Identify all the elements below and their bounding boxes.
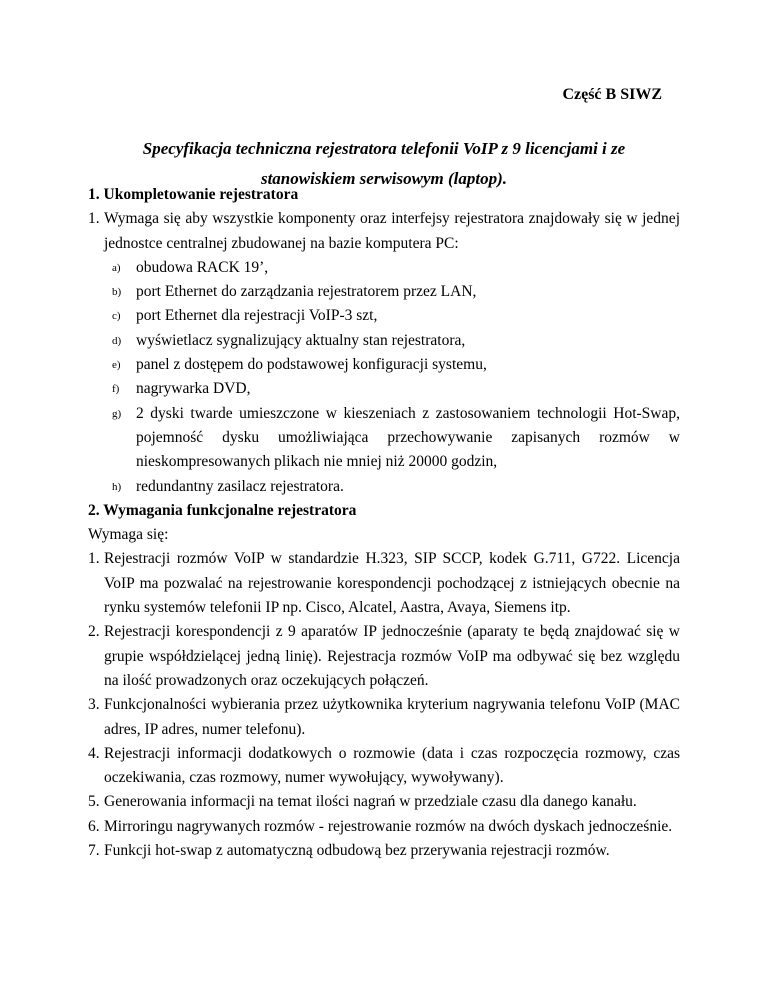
item-number: 3. (88, 696, 100, 714)
section-1-heading: 1. Ukompletowanie rejestratora (88, 186, 299, 203)
item-text: Funkcji hot-swap z automatyczną odbudową bez przerywania rejestracji rozmów. (104, 842, 610, 860)
list-letter: b) (112, 286, 122, 299)
item-text: Wymaga się aby wszystkie komponenty oraz interfejsy rejestratora znajdowały się w jednej jednostce centralnej zbudowanej na bazie komputera PC: (104, 210, 680, 252)
list-text: obudowa RACK 19’, (136, 258, 269, 276)
list-item (112, 329, 680, 353)
item-number: 6. (88, 817, 100, 835)
list-text: port Ethernet dla rejestracji VoIP-3 szt, (136, 307, 378, 325)
item-number: 2. (88, 623, 100, 641)
list-item (112, 353, 680, 377)
list-item (88, 742, 680, 791)
list-item (88, 790, 680, 814)
document-title-line-1: Specyfikacja techniczna rejestratora telefonii VoIP z 9 licencjami i ze (142, 139, 626, 158)
item-number: 7. (88, 842, 100, 860)
component-list (112, 256, 680, 499)
document-title-line-2: stanowiskiem serwisowym (laptop). (260, 169, 508, 188)
list-letter: c) (112, 310, 121, 323)
list-item (112, 402, 680, 475)
item-number: 5. (88, 793, 100, 811)
item-number: 4. (88, 744, 100, 762)
item-text: Mirroringu nagrywanych rozmów - rejestrowanie rozmów na dwóch dyskach jednocześnie. (104, 817, 673, 835)
list-letter: a) (112, 261, 121, 274)
item-text: Funkcjonalności wybierania przez użytkownika kryterium nagrywania telefonu VoIP (MAC adres, IP adres, numer telefonu). (104, 696, 680, 738)
section-1-item (88, 207, 680, 256)
requirements-list (88, 547, 680, 863)
list-text: nagrywarka DVD, (136, 380, 251, 398)
item-text: Rejestracji informacji dodatkowych o rozmowie (data i czas rozpoczęcia rozmowy, czas oczekiwania, czas rozmowy, numer wywołujący, wywoływany). (104, 744, 680, 787)
list-item (112, 475, 680, 499)
item-text: Rejestracji korespondencji z 9 aparatów IP jednocześnie (aparaty te będą znajdować się w grupie współdzielącej jedną linię). Rejestracja rozmów VoIP ma odbywać się bez względu na ilość prowadzonych oraz oczekujących połączeń. (104, 623, 680, 689)
list-text: redundantny zasilacz rejestratora. (136, 477, 344, 495)
list-letter: g) (112, 407, 122, 420)
item-number: 1. (88, 550, 100, 568)
list-letter: e) (112, 359, 121, 372)
list-item (88, 620, 680, 693)
list-letter: f) (112, 383, 120, 396)
part-title: Część B SIWZ (562, 86, 662, 103)
document-body (88, 183, 680, 863)
list-text: wyświetlacz sygnalizujący aktualny stan rejestratora, (136, 331, 466, 349)
list-item (88, 839, 680, 863)
list-item (88, 815, 680, 839)
item-text: Rejestracji rozmów VoIP w standardzie H.323, SIP SCCP, kodek G.711, G722. Licencja VoIP ma pozwalać na rejestrowanie korespondencji pochodzącej z istniejących obecnie na rynku systemów telefonii IP np. Cisco, Alcatel, Aastra, Avaya, Siemens itp. (104, 550, 680, 617)
list-item (112, 377, 680, 401)
list-item (112, 280, 680, 304)
list-item (112, 304, 680, 328)
item-text: Generowania informacji na temat ilości nagrań w przedziale czasu dla danego kanału. (104, 793, 637, 811)
list-text: port Ethernet do zarządzania rejestratorem przez LAN, (136, 283, 477, 301)
section-2-heading: 2. Wymagania funkcjonalne rejestratora (88, 501, 357, 519)
item-number: 1. (88, 210, 100, 228)
list-item (88, 693, 680, 742)
list-letter: h) (112, 480, 122, 493)
list-text: panel z dostępem do podstawowej konfiguracji systemu, (136, 356, 487, 374)
list-letter: d) (112, 334, 122, 347)
list-text: 2 dyski twarde umieszczone w kieszeniach z zastosowaniem technologii Hot-Swap, pojemność dysku umożliwiająca przechowywanie zapisanych rozmów w nieskompresowanych plikach nie mniej niż 20000 godzin, (136, 404, 680, 471)
list-item (112, 256, 680, 280)
section-2-intro: Wymaga się: (88, 526, 169, 544)
list-item (88, 547, 680, 620)
